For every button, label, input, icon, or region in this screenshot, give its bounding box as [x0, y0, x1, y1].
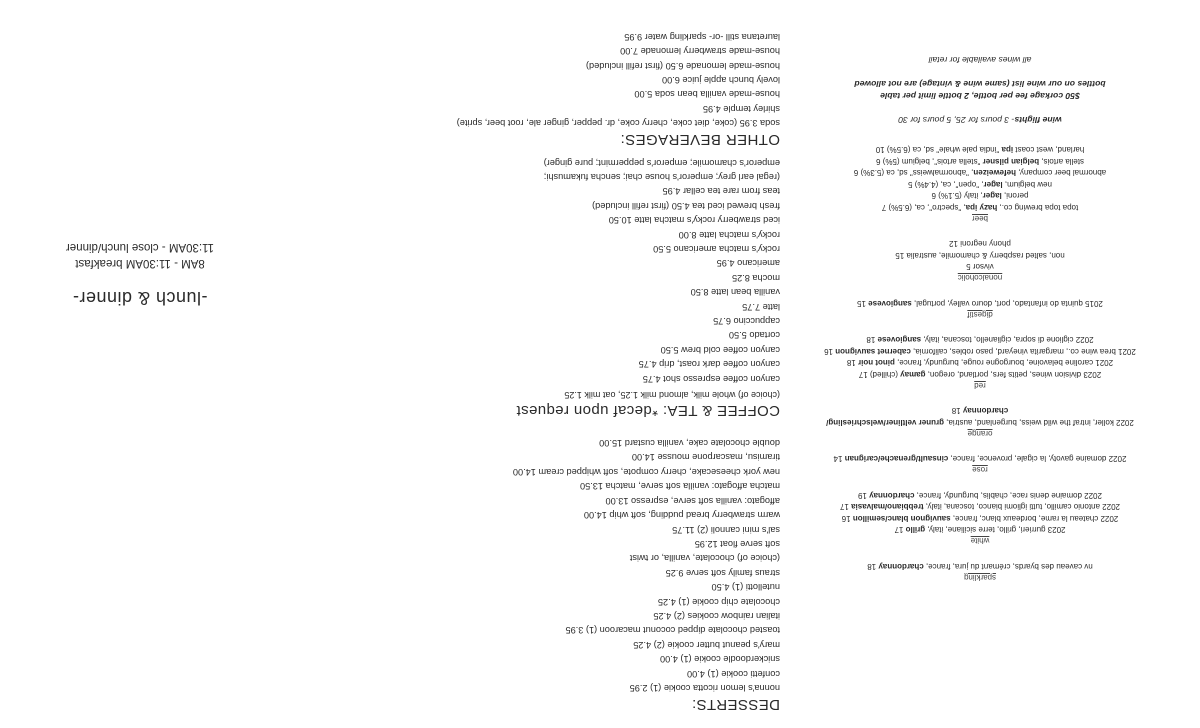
coffee-item: americano 4.95 — [716, 258, 780, 269]
corkage-note: $50 corkage fee per bottle, 2 bottle limit per table — [880, 91, 1080, 101]
wine-category: digestif — [967, 310, 993, 319]
dessert-item: double chocolate cake, vanilla custard 15.00 — [599, 438, 780, 449]
dessert-item: tiramisu, mascarpone mousse 14.00 — [631, 452, 780, 463]
dessert-item: snickerdoodle cookie (1) 4.00 — [659, 654, 780, 665]
coffee-list — [400, 155, 780, 386]
desserts-title: DESSERTS: — [691, 696, 780, 713]
beverage-item: house-made vanilla bean soda 5.00 — [634, 89, 780, 100]
coffee-item: canyon coffee cold brew 5.50 — [660, 344, 780, 355]
coffee-item: rocky's matcha latte 8.00 — [678, 229, 780, 240]
wine-item: peroni, lager, italy (5.1%) 6 — [931, 191, 1029, 201]
wine-item: vivsor 5 — [966, 262, 994, 272]
corkage-policy-note: bottles on our wine list (same wine & vintage) are not allowed — [854, 79, 1106, 89]
wine-category: red — [974, 381, 986, 390]
coffee-item: iced strawberry rocky's matcha latte 10.50 — [608, 215, 780, 226]
wine-item: nv caveau des byards, crémant du jura, france, chardonnay 18 — [867, 562, 1093, 571]
coffee-item: canyon coffee dark roast, drip 4.75 — [638, 359, 780, 370]
dessert-item: matcha affogato: vanilla soft serve, matcha 13.50 — [579, 481, 780, 492]
breakfast-hours: 8AM - 11:30AM breakfast — [75, 257, 205, 269]
dessert-item: affogato: vanilla soft serve, espresso 13.00 — [605, 495, 780, 506]
wine-item: 2023 division wines, petits fers, portland, oregon, gamay (chilled) 17 — [858, 370, 1102, 379]
wine-item: 2022 antonio camillo, tutti igliomi bianco, toscana, italy, trebbiano/malvasia 17 — [840, 502, 1121, 512]
wine-category: rose — [972, 465, 988, 475]
food-beverage-column — [400, 29, 780, 714]
coffee-item: (regal earl grey; emperor's house chai; sencha fukamushi; — [543, 172, 780, 182]
wine-category: beer — [972, 214, 989, 223]
dessert-item: italian rainbow cookies (2) 4.25 — [653, 610, 780, 621]
wine-notes — [780, 54, 1180, 126]
tagline: -lunch & dinner- — [72, 288, 208, 308]
wine-item: 2021 caroline belavoine, bourgogne rouge, burgundy, france, pinot noir 18 — [846, 358, 1114, 368]
wine-category: white — [970, 536, 990, 546]
dessert-item: soft serve float 12.95 — [694, 538, 780, 549]
dessert-item: straus family soft serve 9.25 — [665, 567, 780, 578]
dessert-item: warm strawberry bread pudding, soft whip 14.00 — [583, 510, 780, 521]
wine-category: orange — [967, 429, 993, 438]
wine-category: sparkling — [964, 573, 997, 582]
dessert-item: toasted chocolate dipped coconut macaroon (1) 3.95 — [565, 625, 780, 636]
wine-item: 2015 quinta do infantado, port, douro valley, portugal, sangiovese 15 — [857, 299, 1103, 308]
desserts-list — [400, 436, 780, 695]
beverage-item: house-made lemonade 6.50 (first refill included) — [585, 60, 780, 71]
coffee-item: rocky's matcha americano 5.50 — [653, 244, 780, 255]
dessert-item: sal's mini cannoli (2) 11.75 — [672, 524, 780, 535]
beverage-item: shirley temple 4.95 — [702, 103, 780, 114]
beverage-item: lovely bunch apple juice 6.00 — [662, 74, 780, 85]
coffee-item: emperor's chamomile; emperor's peppermint; pure ginger) — [543, 157, 780, 168]
coffee-item: fresh brewed iced tea 4.50 (first refill included) — [592, 200, 780, 211]
wine-item: 2022 ciglione di sopra, ciglianello, toscana, italy, sangiovese 18 — [866, 335, 1094, 345]
coffee-item: cortado 5.50 — [728, 330, 780, 341]
coffee-item: teas from rare tea cellar 4.95 — [662, 186, 780, 197]
dessert-item: new york cheesecake, cherry compote, soft whipped cream 14.00 — [512, 466, 780, 477]
coffee-item: cappuccino 6.75 — [713, 316, 780, 327]
coffee-item: vanilla bean latte 8.50 — [690, 287, 780, 298]
wine-item: 2022 chateau la rame, bordeaux blanc, france, sauvignon blanc/semillon 16 — [841, 514, 1119, 523]
wine-item: 2021 brea wine co., margarita vineyard, paso robles, california, cabernet sauvignon 16 — [824, 347, 1136, 356]
dessert-item: nonna's lemon ricotta cookie (1) 2.95 — [629, 683, 780, 693]
wine-item: topa topa brewing co., hazy ipa, "spectro", ca, (6.5%) 7 — [881, 203, 1079, 212]
wine-item: stella artois, belgian pilsner "stella artois", belgium (5%) 6 — [876, 157, 1084, 166]
wine-item: non, salted raspberry & chamomile, australia 15 — [895, 251, 1065, 260]
dessert-item: mary's peanut butter cookie (2) 4.25 — [633, 639, 780, 650]
wine-item: chardonnay 18 — [951, 406, 1009, 416]
milk-note: (choice of) whole milk, almond milk 1.25, oat milk 1.25 — [564, 389, 780, 400]
other-beverages-title: OTHER BEVERAGES: — [620, 131, 780, 149]
wine-item: 2022 koller, intraf the wild weiss, burgenland, austria, gruner veltliner/welschriesling/ — [826, 418, 1134, 427]
wine-item: new belgium, lager, "open", ca, (4.4%) 5 — [908, 180, 1052, 189]
lunch-dinner-hours: 11:30AM - close lunch/dinner — [65, 241, 215, 253]
hours-block — [15, 239, 265, 308]
wine-category: nonalcoholic — [957, 273, 1003, 283]
beverage-item: soda 3.95 (coke, diet coke, cherry coke, dr. pepper, ginger ale, root beer, sprite) — [456, 118, 780, 129]
wine-item: 2023 gurrieri, grillo, terre siciliane, italy, grillo 17 — [894, 525, 1066, 535]
wine-item: 2022 domaine denis race, chablis, burgundy, france, chardonnay 19 — [858, 491, 1102, 500]
retail-note: all wines available for retail — [928, 55, 1032, 65]
beverage-item: lauretana still -or- sparkling water 9.95 — [624, 31, 780, 42]
coffee-title: COFFEE & TEA: *decaf upon request — [516, 401, 780, 419]
dessert-item: (choice of) chocolate, vanilla, or twist — [629, 553, 780, 564]
wine-item: abnormal beer company, hefeweizen, "abnormalweiss" sd, ca (5.3%) 6 — [853, 168, 1107, 178]
coffee-item: canyon coffee espresso shot 4.75 — [642, 373, 780, 384]
wine-item: harland, west coast ipa "india pale whale" sd, ca (6.5%) 10 — [875, 145, 1085, 155]
wine-beer-column — [780, 54, 1180, 583]
wine-sections — [780, 144, 1180, 583]
wine-item: phony negroni 12 — [949, 239, 1011, 249]
other-beverages-list — [400, 29, 780, 130]
dessert-item: chocolate chip cookie (1) 4.25 — [657, 596, 780, 607]
coffee-item: latte 7.75 — [742, 301, 780, 312]
dessert-item: nutellotti (1) 4.50 — [711, 582, 780, 593]
wine-item: 2022 domaine gavoty, la cigale, provence, france, cinsault/grenache/carignan 14 — [833, 454, 1127, 464]
beverage-item: house-made strawberry lemonade 7.00 — [620, 46, 780, 57]
coffee-item: mocha 8.25 — [731, 272, 780, 283]
dessert-item: confetti cookie (1) 4.00 — [687, 668, 780, 679]
flights-note: wine flights- 3 pours for 25, 5 pours for 30 — [898, 115, 1062, 125]
